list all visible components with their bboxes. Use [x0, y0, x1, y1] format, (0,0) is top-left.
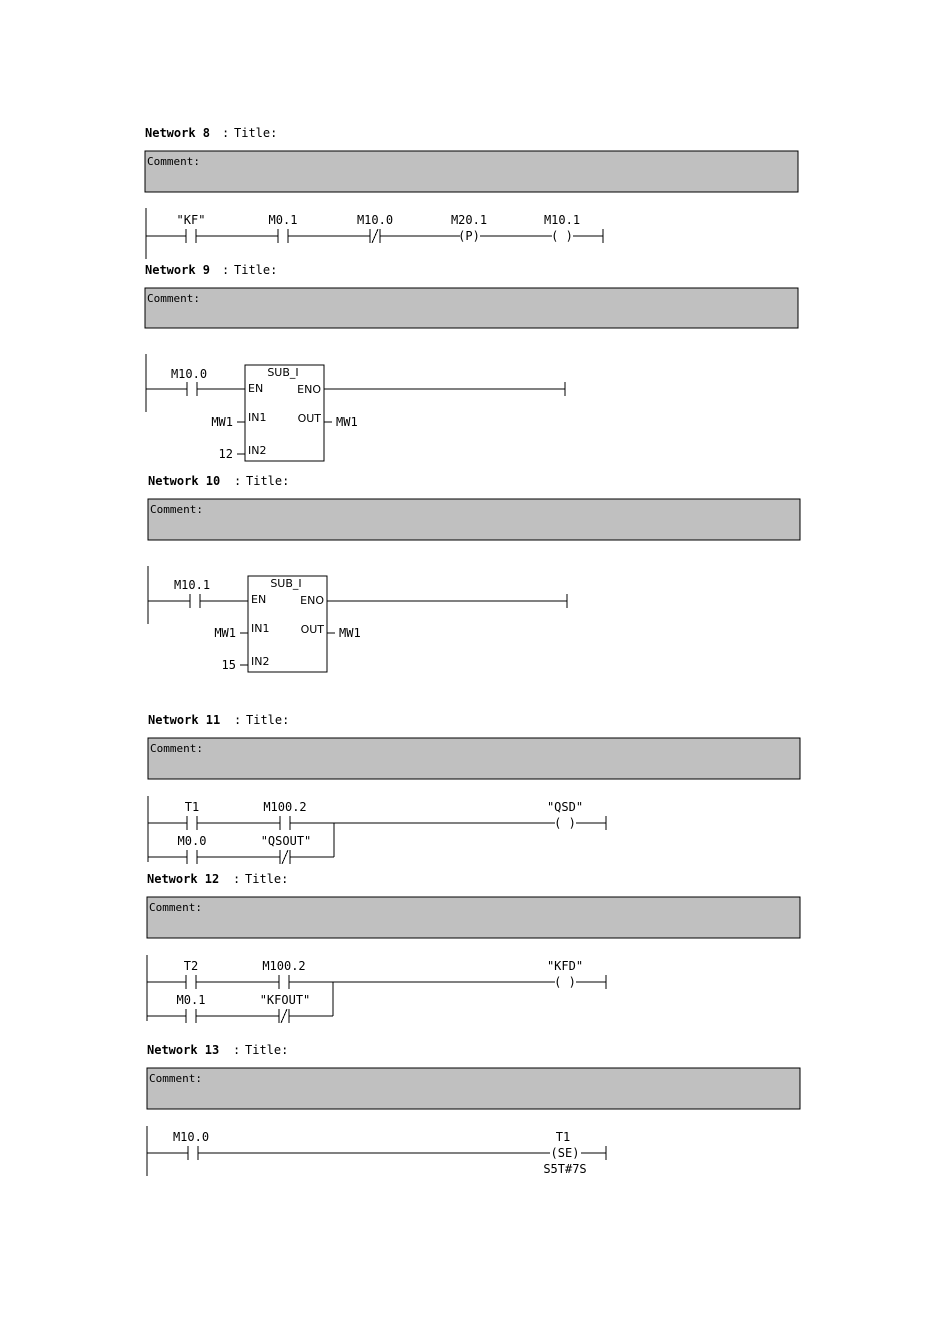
network-10-block-name: SUB_I	[270, 577, 302, 590]
network-10-block-in1: IN1	[251, 622, 270, 635]
network-9-block-out: OUT	[297, 412, 321, 425]
network-9-comment-box[interactable]	[145, 288, 798, 328]
network-13-timer-value: S5T#7S	[543, 1162, 587, 1176]
network-8-title-label: Title:	[234, 126, 278, 140]
network-9-block-eno: ENO	[297, 383, 321, 396]
network-11-header: Network 11	[148, 713, 221, 727]
network-11-contact-m1002-label: M100.2	[263, 800, 307, 814]
network-12-title-label: Title:	[245, 872, 289, 886]
network-8-comment-box[interactable]	[145, 151, 798, 192]
network-8-coil-label: M10.1	[543, 213, 581, 227]
network-11-contact-t1-label: T1	[184, 800, 200, 814]
svg-text::: :	[233, 872, 241, 886]
network-9-in2-value: 12	[218, 447, 233, 461]
network-10-title-label: Title:	[246, 474, 290, 488]
network-11-coil-label: "QSD"	[546, 800, 584, 814]
network-12-contact-m1002-label: M100.2	[262, 959, 306, 973]
network-11-comment-box[interactable]	[148, 738, 800, 779]
network-9-in1-value: MW1	[211, 415, 233, 429]
network-12-contact-t2-label: T2	[183, 959, 199, 973]
network-13-timer-label: T1	[555, 1130, 571, 1144]
network-9-header: Network 9	[145, 263, 211, 277]
network-11-comment-label: Comment:	[150, 742, 203, 755]
network-9-block-en: EN	[248, 382, 264, 395]
network-13-comment-box[interactable]	[147, 1068, 800, 1109]
network-13-timer-symbol[interactable]: (SE)	[550, 1146, 580, 1160]
network-12-comment-label: Comment:	[149, 901, 202, 914]
network-9-block-in1: IN1	[248, 411, 267, 424]
network-12-header: Network 12	[147, 872, 220, 886]
svg-text::: :	[234, 474, 242, 488]
network-12-coil-label: "KFD"	[546, 959, 584, 973]
network-8-colon: :	[222, 126, 230, 140]
network-11-title-label: Title:	[246, 713, 290, 727]
network-9-block-name: SUB_I	[267, 366, 299, 379]
network-12-contact-kfout-label: "KFOUT"	[259, 993, 311, 1007]
network-12-contact-m01-label: M0.1	[176, 993, 206, 1007]
network-10	[148, 474, 800, 672]
svg-text::: :	[233, 1043, 241, 1057]
network-13-title-label: Title:	[245, 1043, 289, 1057]
network-13-header: Network 13	[147, 1043, 220, 1057]
network-9-contact-label: M10.0	[170, 367, 208, 381]
network-10-header: Network 10	[148, 474, 221, 488]
network-8-pcoil-symbol[interactable]: (P)	[458, 229, 480, 243]
network-8-contact-kf-label: "KF"	[176, 213, 206, 227]
network-13	[147, 1043, 800, 1176]
svg-text::: :	[234, 713, 242, 727]
network-9-block-in2: IN2	[248, 444, 267, 457]
network-10-block-en: EN	[251, 593, 267, 606]
svg-text::: :	[222, 263, 230, 277]
network-9-comment-label: Comment:	[147, 292, 200, 305]
network-12	[147, 872, 800, 1023]
network-10-comment-label: Comment:	[150, 503, 203, 516]
network-10-contact-label: M10.1	[173, 578, 211, 592]
network-10-in1-value: MW1	[214, 626, 236, 640]
network-8-header: Network 8	[145, 126, 211, 140]
network-8-contact-m01-label: M0.1	[268, 213, 298, 227]
network-10-block-out: OUT	[300, 623, 324, 636]
network-10-block-in2: IN2	[251, 655, 270, 668]
network-8	[145, 126, 798, 259]
network-11-contact-qsout-label: "QSOUT"	[260, 834, 312, 848]
network-12-coil-symbol[interactable]: ( )	[554, 975, 576, 989]
network-10-comment-box[interactable]	[148, 499, 800, 540]
network-9-out-value: MW1	[336, 415, 358, 429]
network-10-out-value: MW1	[339, 626, 361, 640]
network-8-pcoil-label: M20.1	[450, 213, 488, 227]
network-8-contact-m100-label: M10.0	[356, 213, 394, 227]
network-8-comment-label: Comment:	[147, 155, 200, 168]
network-9-title-label: Title:	[234, 263, 278, 277]
network-11-coil-symbol[interactable]: ( )	[554, 816, 576, 830]
network-8-coil-symbol[interactable]: ( )	[551, 229, 573, 243]
network-10-block-eno: ENO	[300, 594, 324, 607]
network-11	[148, 713, 800, 864]
network-13-comment-label: Comment:	[149, 1072, 202, 1085]
network-13-contact-label: M10.0	[172, 1130, 210, 1144]
network-12-comment-box[interactable]	[147, 897, 800, 938]
network-11-contact-m00-label: M0.0	[177, 834, 207, 848]
network-10-in2-value: 15	[221, 658, 236, 672]
network-9	[145, 263, 798, 461]
